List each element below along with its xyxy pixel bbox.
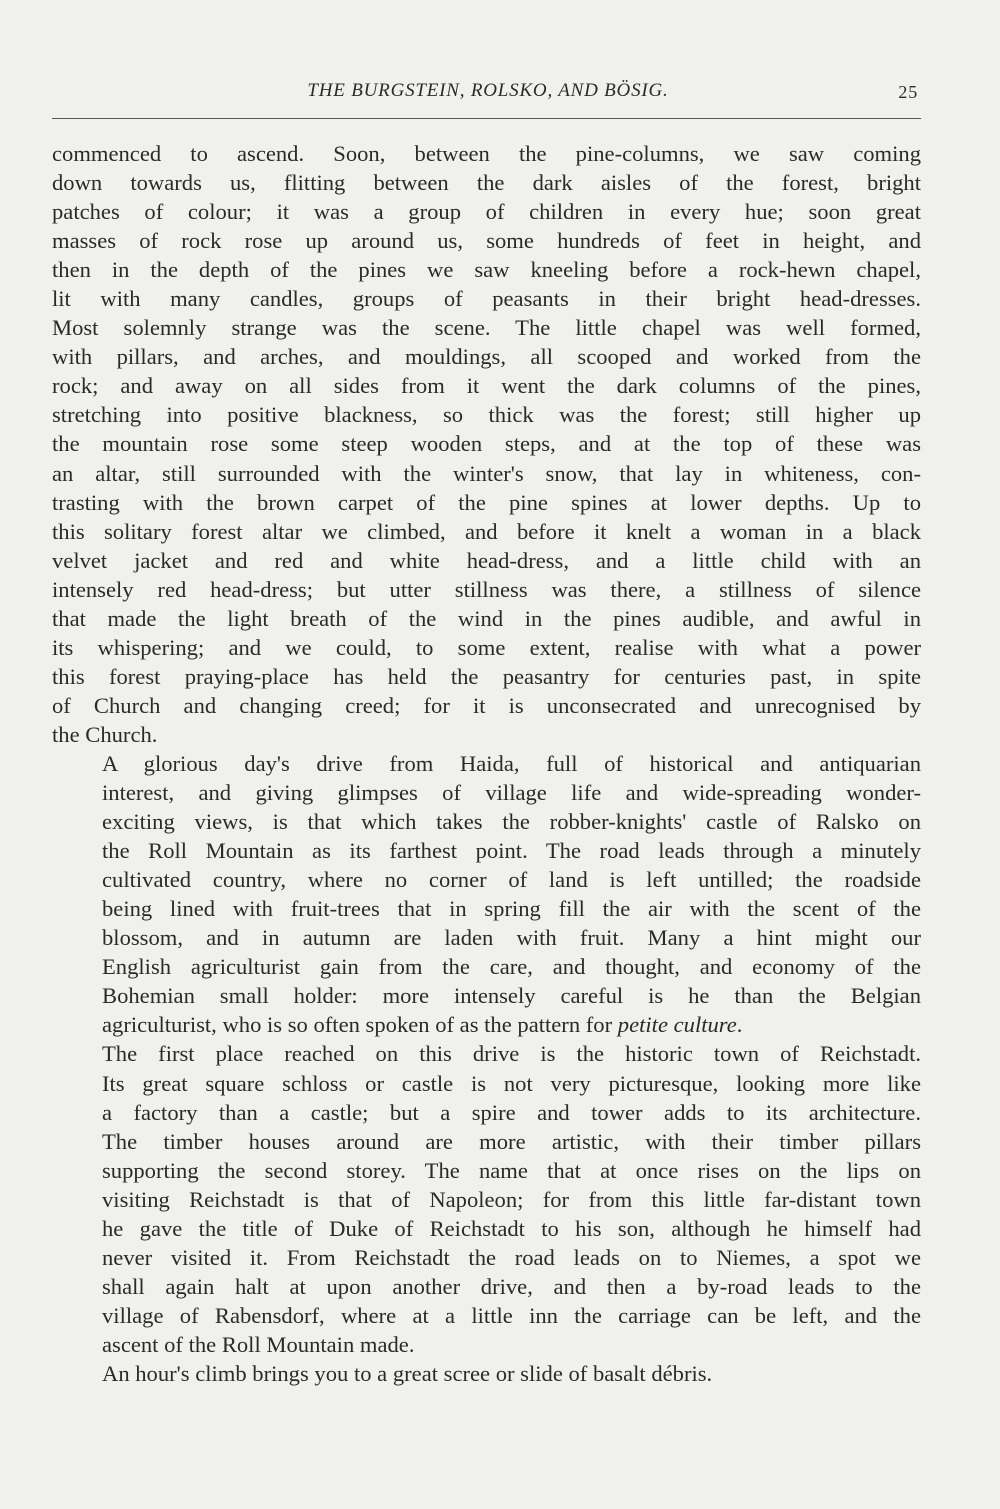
text-line: An hour's climb brings you to a great scree or slide of basalt débris. [102,1360,713,1386]
text-line: commenced to ascend. Soon, between the pine-columns, we saw coming [52,141,921,166]
text-line: the mountain rose some steep wooden steps, and at the top of these was [52,431,921,457]
text-line: Bohemian small holder: more intensely careful is he than the Belgian [102,983,921,1009]
text-line: stretching into positive blackness, so thick was the forest; still higher up [52,402,921,428]
text-line: then in the depth of the pines we saw kneeling before a rock-hewn chapel, [52,257,921,283]
italic-phrase: petite culture [617,1012,737,1038]
paragraph [52,139,921,749]
paragraph [52,749,921,1039]
running-title: THE BURGSTEIN, ROLSKO, AND BÖSIG. [307,80,669,101]
text-line: village of Rabensdorf, where at a little inn the carriage can be left, and the [102,1302,921,1328]
running-head [52,80,924,110]
text-line: the Church. [52,721,158,747]
text-line: English agriculturist gain from the care, and thought, and economy of the [102,954,921,980]
text-segment: . [736,1012,743,1038]
paragraph [52,1359,921,1388]
text-line: of Church and changing creed; for it is unconsecrated and unrecognised by [52,692,921,718]
text-line: blossom, and in autumn are laden with fruit. Many a hint might our [102,925,921,951]
text-line: Its great square schloss or castle is not very picturesque, looking more like [102,1070,921,1096]
text-line: supporting the second storey. The name that at once rises on the lips on [102,1157,921,1183]
text-segment: agriculturist, who is so often spoken of as the pattern for [102,1012,618,1038]
text-line: visiting Reichstadt is that of Napoleon; for from this little far-distant town [102,1186,921,1212]
text-line: ascent of the Roll Mountain made. [102,1331,415,1357]
text-line: cultivated country, where no corner of land is left untilled; the roadside [102,867,921,893]
text-line: patches of colour; it was a group of children in every hue; soon great [52,199,921,225]
body-text [52,139,921,1388]
text-line: interest, and giving glimpses of village life and wide-spreading wonder- [102,780,921,806]
text-line: lit with many candles, groups of peasants in their bright head-dresses. [52,286,921,312]
text-line: shall again halt at upon another drive, and then a by-road leads to the [102,1273,921,1299]
text-line: this solitary forest altar we climbed, and before it knelt a woman in a black [52,518,921,544]
header-rule [52,118,921,119]
text-line: the Roll Mountain as its farthest point. The road leads through a minutely [102,838,921,864]
text-line: this forest praying-place has held the peasantry for centuries past, in spite [52,663,921,689]
text-line: down towards us, flitting between the dark aisles of the forest, bright [52,170,921,196]
text-line: that made the light breath of the wind in the pines audible, and awful in [52,605,921,631]
page-number: 25 [898,82,918,102]
text-line: never visited it. From Reichstadt the road leads on to Niemes, a spot we [102,1244,921,1270]
text-line: a factory than a castle; but a spire and tower adds to its architecture. [102,1099,921,1125]
text-line: The timber houses around are more artistic, with their timber pillars [102,1128,921,1154]
paragraph [52,1039,921,1359]
text-line: rock; and away on all sides from it went the dark columns of the pines, [52,373,921,399]
text-line: masses of rock rose up around us, some hundreds of feet in height, and [52,228,921,254]
text-line: exciting views, is that which takes the robber-knights' castle of Ralsko on [102,809,921,835]
text-line: velvet jacket and red and white head-dress, and a little child with an [52,547,921,573]
text-line: an altar, still surrounded with the winter's snow, that lay in whiteness, con- [52,460,921,486]
text-line: its whispering; and we could, to some extent, realise with what a power [52,634,921,660]
text-line: trasting with the brown carpet of the pine spines at lower depths. Up to [52,489,921,515]
text-line: being lined with fruit-trees that in spring fill the air with the scent of the [102,896,921,922]
text-line: intensely red head-dress; but utter stillness was there, a stillness of silence [52,576,921,602]
text-line: Most solemnly strange was the scene. The little chapel was well formed, [52,315,921,341]
text-line [52,1010,921,1039]
text-line: he gave the title of Duke of Reichstadt to his son, although he himself had [102,1215,921,1241]
text-line: with pillars, and arches, and mouldings, all scooped and worked from the [52,344,921,370]
text-line: A glorious day's drive from Haida, full of historical and antiquarian [102,750,921,776]
text-line: The first place reached on this drive is the historic town of Reichstadt. [102,1041,921,1067]
